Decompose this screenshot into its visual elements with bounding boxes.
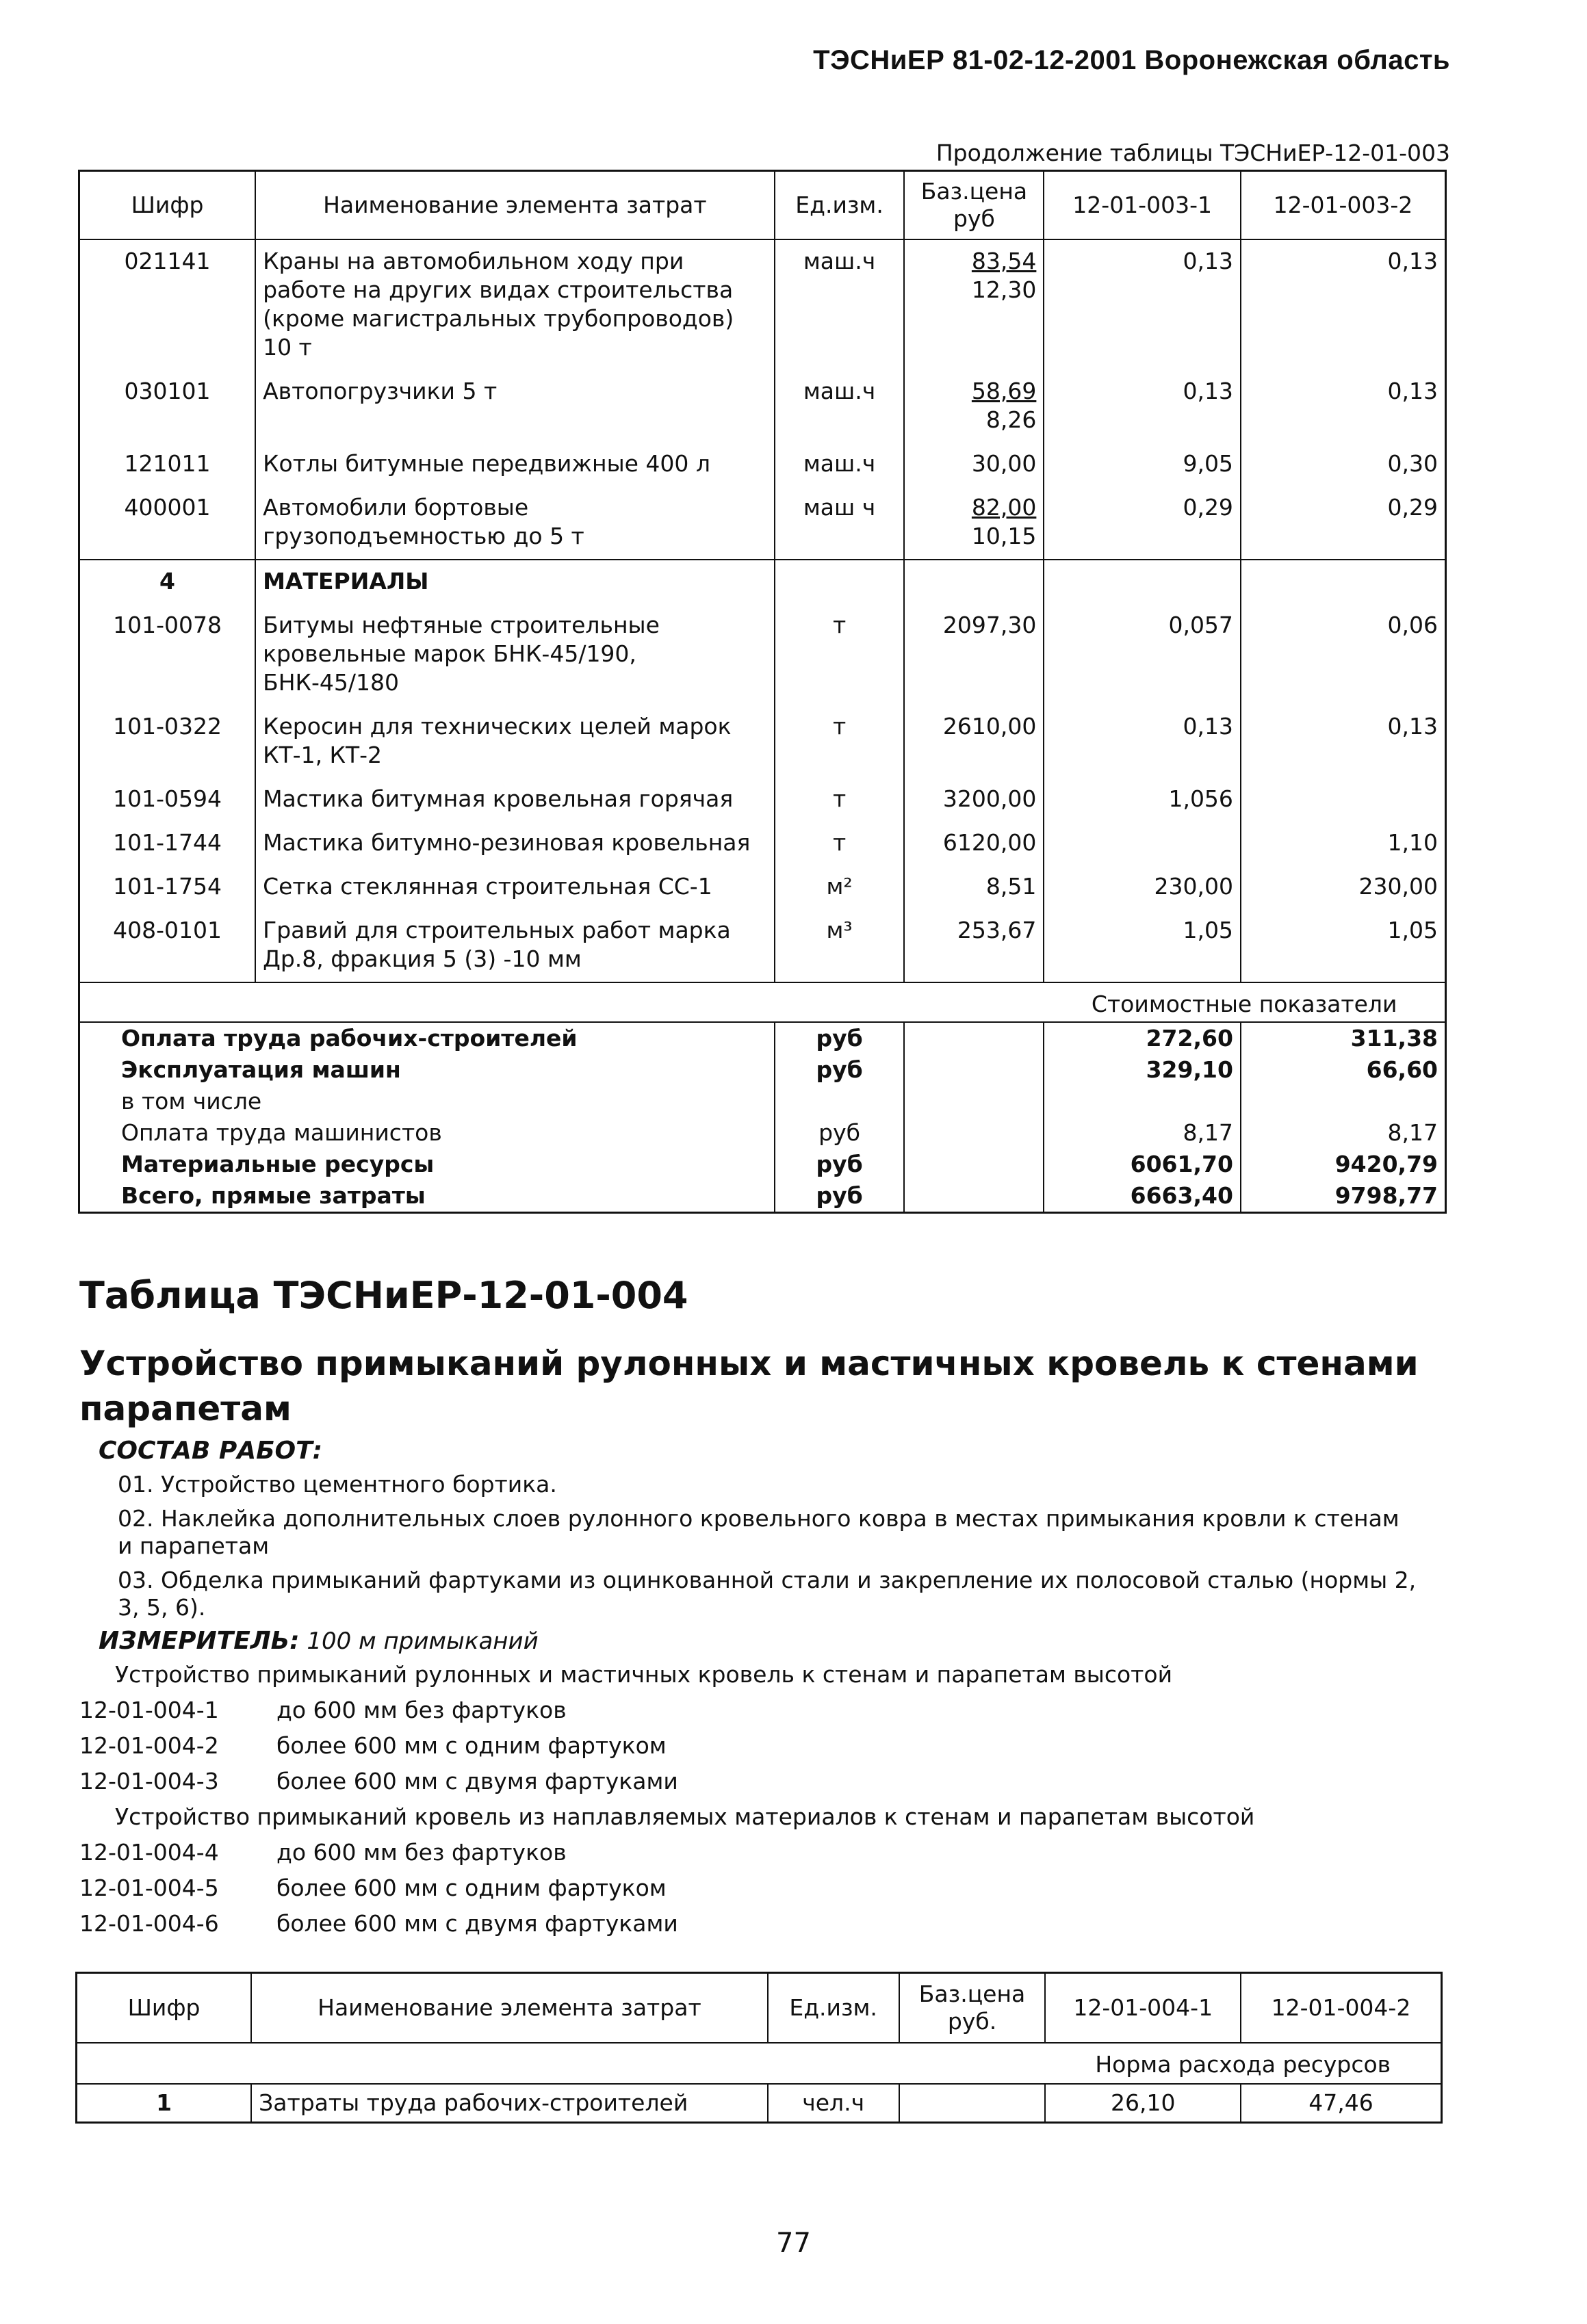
- total-unit: руб: [775, 1054, 905, 1086]
- total-value-1: 8,17: [1044, 1117, 1241, 1149]
- total-value-1: [1044, 1086, 1241, 1117]
- price-value: 83,54: [971, 248, 1037, 274]
- material-row: [79, 604, 1446, 705]
- table-title: Таблица ТЭСНиЕР-12-01-004: [79, 1274, 688, 1317]
- price-value: 82,00: [971, 494, 1037, 521]
- item4-code: 12-01-004-4: [79, 1839, 219, 1866]
- column-header-price: Баз.цена руб.: [899, 1973, 1046, 2044]
- row-norm-1: 0,13: [1044, 239, 1241, 370]
- total-row: [79, 1086, 1446, 1117]
- price-value: 30,00: [971, 450, 1037, 477]
- row-norm-2: 0,06: [1241, 604, 1446, 705]
- row-unit: маш.ч: [775, 239, 905, 370]
- material-row: [79, 778, 1446, 822]
- total-label: в том числе: [121, 1088, 262, 1114]
- row-price: [904, 239, 1044, 370]
- works-label: СОСТАВ РАБОТ:: [99, 1437, 323, 1465]
- row-code: 408-0101: [113, 917, 222, 943]
- total-row: [79, 1149, 1446, 1180]
- column-header-unit: Ед.изм.: [768, 1973, 899, 2044]
- row-norm-2: 1,10: [1241, 822, 1446, 865]
- machine-row: [79, 370, 1446, 443]
- row-norm-2: 0,30: [1241, 443, 1446, 486]
- row-norm-2: 0,13: [1241, 370, 1446, 443]
- row-price: [904, 443, 1044, 486]
- column-header-norm-1: 12-01-004-1: [1045, 1973, 1241, 2044]
- column-header-unit: Ед.изм.: [775, 171, 905, 240]
- total-unit: руб: [775, 1180, 905, 1213]
- material-row: [79, 822, 1446, 865]
- price-value: 58,69: [971, 378, 1037, 404]
- total-value-2: 311,38: [1241, 1022, 1446, 1054]
- row-norm-2: 0,13: [1241, 705, 1446, 778]
- machine-row: [79, 486, 1446, 560]
- empty-cell: [1241, 560, 1446, 604]
- item5-code: 12-01-004-5: [79, 1875, 219, 1901]
- norm-header-spacer: [77, 2043, 1046, 2084]
- total-value-2: 66,60: [1241, 1054, 1446, 1086]
- row-price: 3200,00: [904, 778, 1044, 822]
- resource-table-003: [78, 170, 1447, 1214]
- total-unit: руб: [775, 1149, 905, 1180]
- work-item-3: 03. Обделка примыканий фартуками из оцинкованной стали и закрепление их полосовой сталью (нормы 2, 3, 5, 6).: [118, 1567, 1417, 1621]
- measure-label: ИЗМЕРИТЕЛЬ:: [99, 1627, 300, 1655]
- row-name: Краны на автомобильном ходу при работе на других видах строительства (кроме магистральных трубопроводов) 10 т: [255, 239, 775, 370]
- row-norm-2: 47,46: [1241, 2084, 1442, 2123]
- table-continuation-caption: Продолжение таблицы ТЭСНиЕР-12-01-003: [936, 140, 1450, 166]
- total-value-2: 8,17: [1241, 1117, 1446, 1149]
- machine-row: [79, 239, 1446, 370]
- section-number: 4: [79, 560, 256, 604]
- cost-header-row: [79, 982, 1446, 1022]
- row-name: Автопогрузчики 5 т: [255, 370, 775, 443]
- row-price: 2097,30: [904, 604, 1044, 705]
- price-machinist-value: 12,30: [971, 276, 1037, 303]
- row-price: [904, 486, 1044, 560]
- item2-text: более 600 мм с одним фартуком: [276, 1732, 667, 1759]
- material-row: [79, 909, 1446, 982]
- item6-text: более 600 мм с двумя фартуками: [276, 1910, 678, 1937]
- row-code: 400001: [124, 494, 211, 521]
- row-unit: маш.ч: [775, 370, 905, 443]
- row-norm-2: 230,00: [1241, 865, 1446, 909]
- row-code: 021141: [124, 248, 211, 274]
- item1-text: до 600 мм без фартуков: [276, 1697, 567, 1723]
- column-header-code: Шифр: [79, 171, 256, 240]
- material-row: [79, 865, 1446, 909]
- row-name: Мастика битумно-резиновая кровельная: [255, 822, 775, 865]
- total-row: [79, 1022, 1446, 1054]
- row-name: Керосин для технических целей марок КТ-1, КТ-2: [255, 705, 775, 778]
- row-norm-2: 0,29: [1241, 486, 1446, 560]
- measure-value: 100 м примыканий: [307, 1628, 539, 1655]
- empty-cell: [1044, 560, 1241, 604]
- item4-text: до 600 мм без фартуков: [276, 1839, 567, 1866]
- row-norm-2: 1,05: [1241, 909, 1446, 982]
- machine-row: [79, 443, 1446, 486]
- cost-header: Стоимостные показатели: [1044, 982, 1445, 1022]
- group2-caption: Устройство примыканий кровель из наплавляемых материалов к стенам и парапетам высотой: [115, 1803, 1255, 1830]
- column-header-norm-1: 12-01-003-1: [1044, 171, 1241, 240]
- row-name: Сетка стеклянная строительная СС-1: [255, 865, 775, 909]
- row-price: [904, 370, 1044, 443]
- item3-text: более 600 мм с двумя фартуками: [276, 1768, 678, 1794]
- column-header-code: Шифр: [77, 1973, 252, 2044]
- column-header-name: Наименование элемента затрат: [255, 171, 775, 240]
- price-machinist-value: 8,26: [985, 406, 1037, 433]
- total-row: [79, 1054, 1446, 1086]
- table-header-row: [79, 171, 1446, 240]
- cost-header-spacer: [79, 982, 1044, 1022]
- row-code: 101-0078: [113, 612, 222, 638]
- row-norm-1: 26,10: [1045, 2084, 1241, 2123]
- row-unit: т: [775, 778, 905, 822]
- row-norm-2: 0,13: [1241, 239, 1446, 370]
- norm-header-row: [77, 2043, 1442, 2084]
- row-name: Гравий для строительных работ марка Др.8, фракция 5 (3) -10 мм: [255, 909, 775, 982]
- row-code: 101-1744: [113, 829, 222, 856]
- row-name: Битумы нефтяные строительные кровельные марок БНК-45/190, БНК-45/180: [255, 604, 775, 705]
- total-label: Оплата труда рабочих-строителей: [121, 1025, 578, 1052]
- total-value-2: 9420,79: [1241, 1149, 1446, 1180]
- row-unit: маш ч: [775, 486, 905, 560]
- resource-table-004: [75, 1972, 1443, 2124]
- column-header-norm-2: 12-01-003-2: [1241, 171, 1446, 240]
- row-unit: т: [775, 705, 905, 778]
- work-item-2: 02. Наклейка дополнительных слоев рулонного кровельного ковра в местах примыкания кровли к стенам и парапетам: [118, 1505, 1399, 1559]
- row-code: 1: [156, 2089, 172, 2116]
- row-code: 121011: [124, 450, 211, 477]
- empty-cell: [904, 1022, 1044, 1054]
- column-header-norm-2: 12-01-004-2: [1241, 1973, 1442, 2044]
- total-label: Всего, прямые затраты: [121, 1182, 426, 1209]
- row-norm-1: 1,05: [1044, 909, 1241, 982]
- table-subtitle: Устройство примыканий рулонных и мастичных кровель к стенами парапетам: [79, 1344, 1419, 1428]
- row-unit: м³: [775, 909, 905, 982]
- empty-cell: [904, 1180, 1044, 1213]
- group1-caption: Устройство примыканий рулонных и мастичных кровель к стенам и парапетам высотой: [115, 1661, 1173, 1688]
- item6-code: 12-01-004-6: [79, 1910, 219, 1937]
- total-value-2: [1241, 1086, 1446, 1117]
- total-label: Оплата труда машинистов: [121, 1119, 442, 1146]
- item5-text: более 600 мм с одним фартуком: [276, 1875, 667, 1901]
- total-value-1: 6663,40: [1044, 1180, 1241, 1213]
- row-norm-1: 0,057: [1044, 604, 1241, 705]
- table-header-row: [77, 1973, 1442, 2044]
- total-unit: [775, 1086, 905, 1117]
- row-price: 253,67: [904, 909, 1044, 982]
- total-row: [79, 1117, 1446, 1149]
- page-number: 77: [776, 2228, 811, 2259]
- row-code: 101-1754: [113, 873, 222, 900]
- row-norm-1: 0,13: [1044, 705, 1241, 778]
- row-name: Котлы битумные передвижные 400 л: [255, 443, 775, 486]
- section-header-row: [79, 560, 1446, 604]
- empty-cell: [904, 1117, 1044, 1149]
- row-code: 101-0322: [113, 713, 222, 740]
- row-price: 8,51: [904, 865, 1044, 909]
- total-value-1: 6061,70: [1044, 1149, 1241, 1180]
- total-value-2: 9798,77: [1241, 1180, 1446, 1213]
- material-row: [79, 705, 1446, 778]
- empty-cell: [904, 1149, 1044, 1180]
- row-norm-1: 1,056: [1044, 778, 1241, 822]
- norm-header: Норма расхода ресурсов: [1045, 2043, 1441, 2084]
- empty-cell: [775, 560, 905, 604]
- row-unit: т: [775, 822, 905, 865]
- row-name: Затраты труда рабочих-строителей: [251, 2084, 768, 2123]
- measure-line: [99, 1627, 539, 1655]
- column-header-price: Баз.цена руб: [904, 171, 1044, 240]
- row-price: [899, 2084, 1046, 2123]
- row-unit: маш.ч: [775, 443, 905, 486]
- section-title: МАТЕРИАЛЫ: [255, 560, 775, 604]
- empty-cell: [904, 1054, 1044, 1086]
- item2-code: 12-01-004-2: [79, 1732, 219, 1759]
- item1-code: 12-01-004-1: [79, 1697, 219, 1723]
- row-norm-1: 0,29: [1044, 486, 1241, 560]
- item3-code: 12-01-004-3: [79, 1768, 219, 1794]
- empty-cell: [904, 1086, 1044, 1117]
- row-price: 2610,00: [904, 705, 1044, 778]
- row-norm-1: 230,00: [1044, 865, 1241, 909]
- price-machinist-value: 10,15: [971, 523, 1037, 549]
- total-label: Эксплуатация машин: [121, 1056, 401, 1083]
- work-item-1: 01. Устройство цементного бортика.: [118, 1471, 557, 1498]
- column-header-name: Наименование элемента затрат: [251, 1973, 768, 2044]
- row-unit: м²: [775, 865, 905, 909]
- row-code: 101-0594: [113, 785, 222, 812]
- total-unit: руб: [775, 1022, 905, 1054]
- total-label: Материальные ресурсы: [121, 1151, 435, 1177]
- total-unit: руб: [775, 1117, 905, 1149]
- row-unit: чел.ч: [768, 2084, 899, 2123]
- row-name: Автомобили бортовые грузоподъемностью до 5 т: [255, 486, 775, 560]
- row-norm-1: 9,05: [1044, 443, 1241, 486]
- row-norm-1: [1044, 822, 1241, 865]
- row-norm-2: [1241, 778, 1446, 822]
- empty-cell: [904, 560, 1044, 604]
- row-code: 030101: [124, 378, 211, 404]
- row-norm-1: 0,13: [1044, 370, 1241, 443]
- total-value-1: 329,10: [1044, 1054, 1241, 1086]
- row-price: 6120,00: [904, 822, 1044, 865]
- document-header-title: ТЭСНиЕР 81-02-12-2001 Воронежская область: [813, 45, 1450, 75]
- table-row: [77, 2084, 1442, 2123]
- total-value-1: 272,60: [1044, 1022, 1241, 1054]
- total-row: [79, 1180, 1446, 1213]
- row-unit: т: [775, 604, 905, 705]
- row-name: Мастика битумная кровельная горячая: [255, 778, 775, 822]
